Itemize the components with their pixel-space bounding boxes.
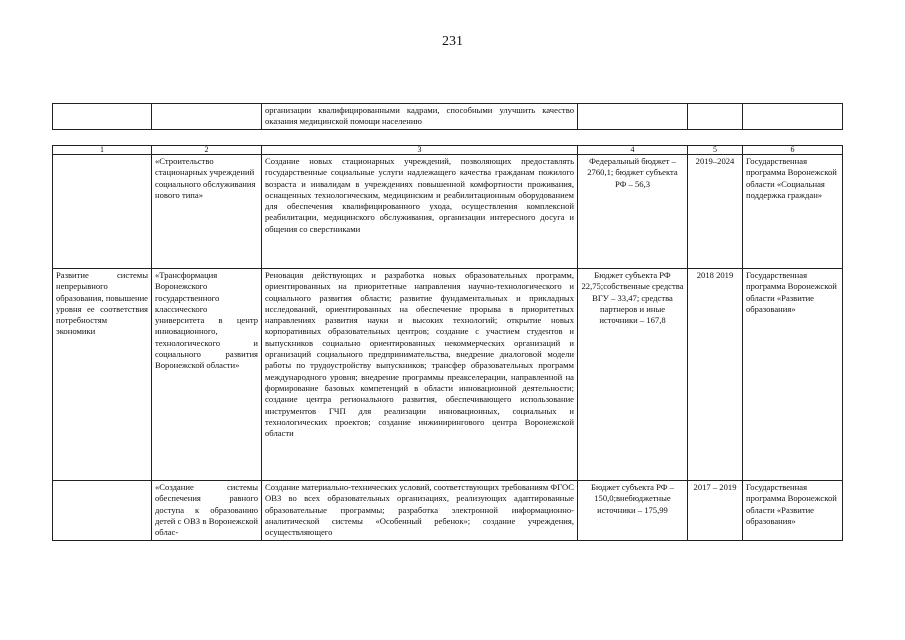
period-cell: 2018 2019 [688,269,743,481]
column-number: 4 [578,146,688,155]
period-cell: 2019–2024 [688,155,743,269]
program-cell: Государственная программа Воронежской области «Развитие образования» [743,481,843,541]
table-cell [152,104,262,130]
program-cell: Государственная программа Воронежской области «Социальная поддержка граждан» [743,155,843,269]
column-number: 3 [262,146,578,155]
funding-cell: Бюджет субъекта РФ 22,75;собственные средства ВГУ – 33,47; средства партнеров и иные источники – 167,8 [578,269,688,481]
project-name-cell: «Строительство стационарных учреждений социального обслуживания нового типа» [152,155,262,269]
cell-text: организации квалифицированными кадрами, способными улучшить качество оказания медицинской помощи населению [265,105,574,127]
project-description-cell: Создание материально-технических условий, соответствующих требованиям ФГОС ОВЗ во всех образовательных организациях, реализующих адаптированные образовательные программы; разработка электронной информационно-аналитической системы «Особенный ребенок»; создание учреждения, осуществляющего [262,481,578,541]
table-cell [262,104,578,130]
goal-cell [53,155,152,269]
column-number: 6 [743,146,843,155]
projects-table [52,145,843,541]
program-cell: Государственная программа Воронежской области «Развитие образования» [743,269,843,481]
column-number: 1 [53,146,152,155]
column-number: 5 [688,146,743,155]
table-row [53,104,843,130]
column-number-row [53,146,843,155]
table-row [53,155,843,269]
goal-cell [53,481,152,541]
goal-cell: Развитие системы непрерывного образования, повышение уровня ее соответствия потребностям экономики [53,269,152,481]
period-cell: 2017 – 2019 [688,481,743,541]
table-cell [743,104,843,130]
table-row [53,269,843,481]
project-description-cell: Реновация действующих и разработка новых образовательных программ, ориентированных на приоритетные направления научно-технологического и социального развития области; развитие фундаментальных и прикладных исследований, ориентированных на обеспечение прорыва в приоритетных направлениях развития науки и высоких технологий; открытие новых корпоративных образовательных центров; создание с участием студентов и выпускников социально ориентированных некоммерческих организаций и организаций социального предпринимательства, внедрение диалоговой модели работы по трудоустройству выпускников; трансфер образовательных программ международного уровня; внедрение программы преакселерации, направленной на формирование базовых компетенций в области инновационной деятельности; создание центра регионального развития, обеспечивающего использование инструментов ГЧП для реализации инновационных, социальных и технологических проектов; создание инжинирингового центра Воронежской области [262,269,578,481]
page-number: 231 [442,34,463,49]
table-cell [53,104,152,130]
column-number: 2 [152,146,262,155]
table-cell [688,104,743,130]
project-name-cell: «Создание системы обеспечения равного доступа к образованию детей с ОВЗ в Воронежской облас- [152,481,262,541]
funding-cell: Федеральный бюджет – 2760,1; бюджет субъекта РФ – 56,3 [578,155,688,269]
project-name-cell: «Трансформация Воронежского государственного классического университета в центр инновационного, технологического и социального развития Воронежской области» [152,269,262,481]
table-row [53,481,843,541]
table-cell [578,104,688,130]
funding-cell: Бюджет субъекта РФ – 150,0;внебюджетные источники – 175,99 [578,481,688,541]
project-description-cell: Создание новых стационарных учреждений, позволяющих предоставлять государственные социальные услуги надлежащего качества гражданам пожилого возраста и инвалидам в учреждениях повышенной комфортности проживания, оснащенных технологическим, медицинским и реабилитационным оборудованием для обеспечения квалифицированного ухода, осуществления комплексной реабилитации, медицинского обслуживания, организации интересного досуга и общения со сверстниками [262,155,578,269]
continued-table-fragment [52,103,843,130]
